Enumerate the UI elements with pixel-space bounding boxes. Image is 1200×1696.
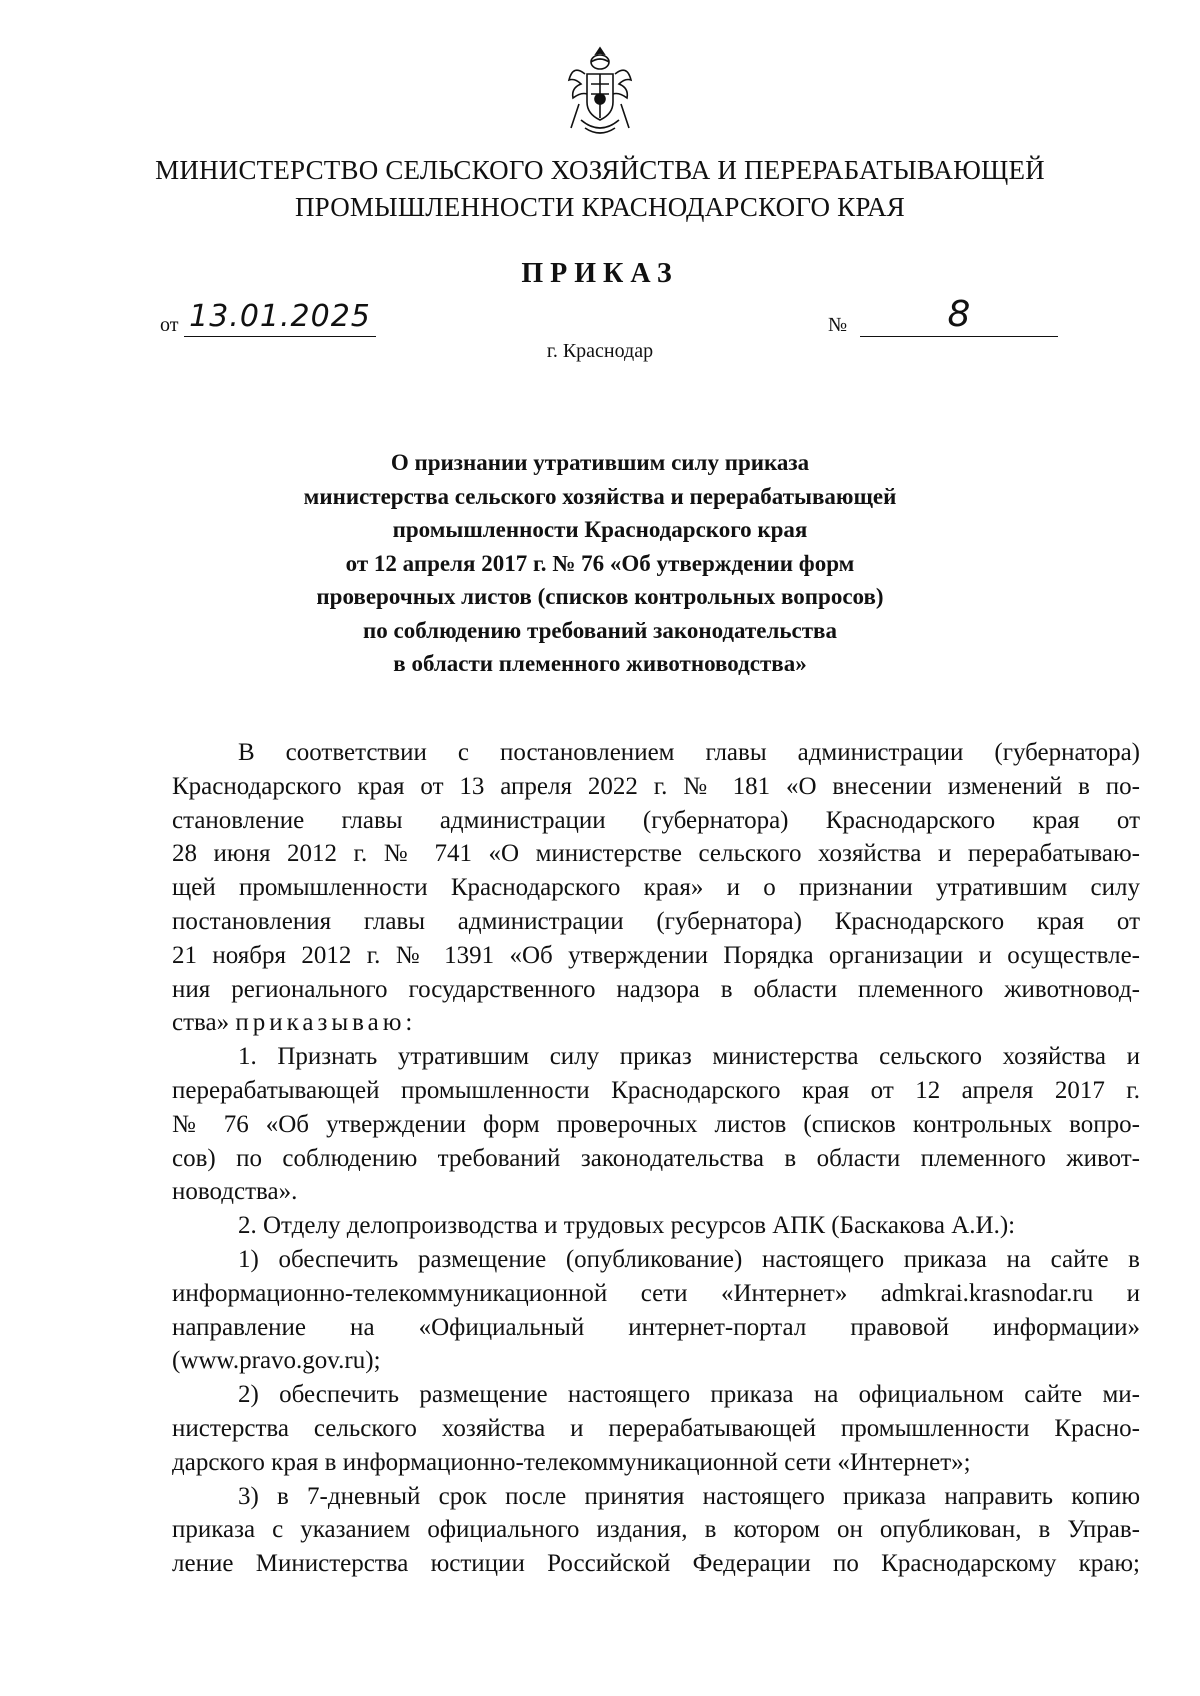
- title-line: О признании утратившим силу приказа: [390, 450, 810, 475]
- body-line: 2. Отделу делопроизводства и трудовых ресурсов АПК (Баскакова А.И.):: [238, 1212, 1016, 1240]
- order-number-handwritten: 8: [860, 294, 1058, 337]
- body-line: перерабатывающей промышленности Краснодарского края от 12 апреля 2017 г.: [172, 1076, 1140, 1104]
- body-line: В соответствии с постановлением главы администрации (губернатора): [238, 739, 1140, 766]
- title-line: от 12 апреля 2017 г. № 76 «Об утверждении форм: [345, 550, 855, 576]
- body-line: щей промышленности Краснодарского края» и о признании утратившим силу: [172, 874, 1140, 902]
- body-line: 3) в 7-дневный срок после принятия настоящего приказа направить копию: [238, 1482, 1140, 1510]
- date-prefix: от: [160, 314, 179, 336]
- body-line: ление Министерства юстиции Российской Федерации по Краснодарскому краю;: [172, 1550, 1140, 1578]
- order-verb: приказываю:: [235, 1009, 417, 1037]
- body-line: [172, 1006, 1140, 1040]
- order-date-handwritten: 13.01.2025: [184, 300, 376, 337]
- body-line: нистерства сельского хозяйства и перерабатывающей промышленности Красно-: [172, 1414, 1140, 1442]
- title-line: по соблюдению требований законодательства: [363, 617, 837, 643]
- order-body: [172, 736, 1140, 1581]
- document-type-heading: ПРИКАЗ: [521, 258, 679, 289]
- body-line: 2) обеспечить размещение настоящего приказа на официальном сайте ми-: [238, 1381, 1140, 1409]
- body-line: становление главы администрации (губернатора) Краснодарского края от: [172, 806, 1140, 834]
- body-line: дарского края в информационно-телекоммуникационной сети «Интернет»;: [172, 1448, 971, 1476]
- title-line: в области племенного животноводства»: [393, 651, 807, 676]
- body-line: направление на «Официальный интернет-портал правовой информации»: [172, 1313, 1140, 1341]
- body-line-start: ства»: [172, 1009, 230, 1037]
- body-line: Краснодарского края от 13 апреля 2022 г. № 181 «О внесении изменений в по-: [172, 772, 1140, 800]
- ministry-name-line2: ПРОМЫШЛЕННОСТИ КРАСНОДАРСКОГО КРАЯ: [294, 192, 906, 222]
- body-line: № 76 «Об утверждении форм проверочных листов (списков контрольных вопро-: [172, 1110, 1140, 1138]
- body-line: 1) обеспечить размещение (опубликование) настоящего приказа на сайте в: [238, 1245, 1140, 1273]
- body-line: 21 ноября 2012 г. № 1391 «Об утверждении Порядка организации и осуществле-: [172, 941, 1140, 969]
- order-title: [0, 446, 1200, 681]
- body-line: ния регионального государственного надзора в области племенного животновод-: [172, 975, 1140, 1003]
- body-line: постановления главы администрации (губернатора) Краснодарского края от: [172, 907, 1140, 935]
- body-line: сов) по соблюдению требований законодательства в области племенного живот-: [172, 1144, 1140, 1172]
- ministry-name: [0, 152, 1200, 226]
- body-line: новодства».: [172, 1178, 298, 1206]
- coat-of-arms-emblem: [563, 44, 637, 140]
- body-line: информационно-телекоммуникационной сети «Интернет» admkrai.krasnodar.ru и: [172, 1279, 1140, 1307]
- body-line: приказа с указанием официального издания, в котором он опубликован, в Управ-: [172, 1516, 1140, 1544]
- city-name: г. Краснодар: [546, 340, 654, 362]
- body-line: 1. Признать утратившим силу приказ министерства сельского хозяйства и: [238, 1043, 1140, 1071]
- number-prefix: №: [828, 314, 848, 336]
- title-line: министерства сельского хозяйства и перерабатывающей: [303, 483, 897, 509]
- title-line: проверочных листов (списков контрольных вопросов): [316, 584, 884, 609]
- ministry-name-line1: МИНИСТЕРСТВО СЕЛЬСКОГО ХОЗЯЙСТВА И ПЕРЕРАБАТЫВАЮЩЕЙ: [155, 155, 1045, 185]
- body-line: (www.pravo.gov.ru);: [172, 1347, 381, 1375]
- title-line: промышленности Краснодарского края: [392, 517, 808, 542]
- body-line: 28 июня 2012 г. № 741 «О министерстве сельского хозяйства и перерабатываю-: [172, 840, 1140, 868]
